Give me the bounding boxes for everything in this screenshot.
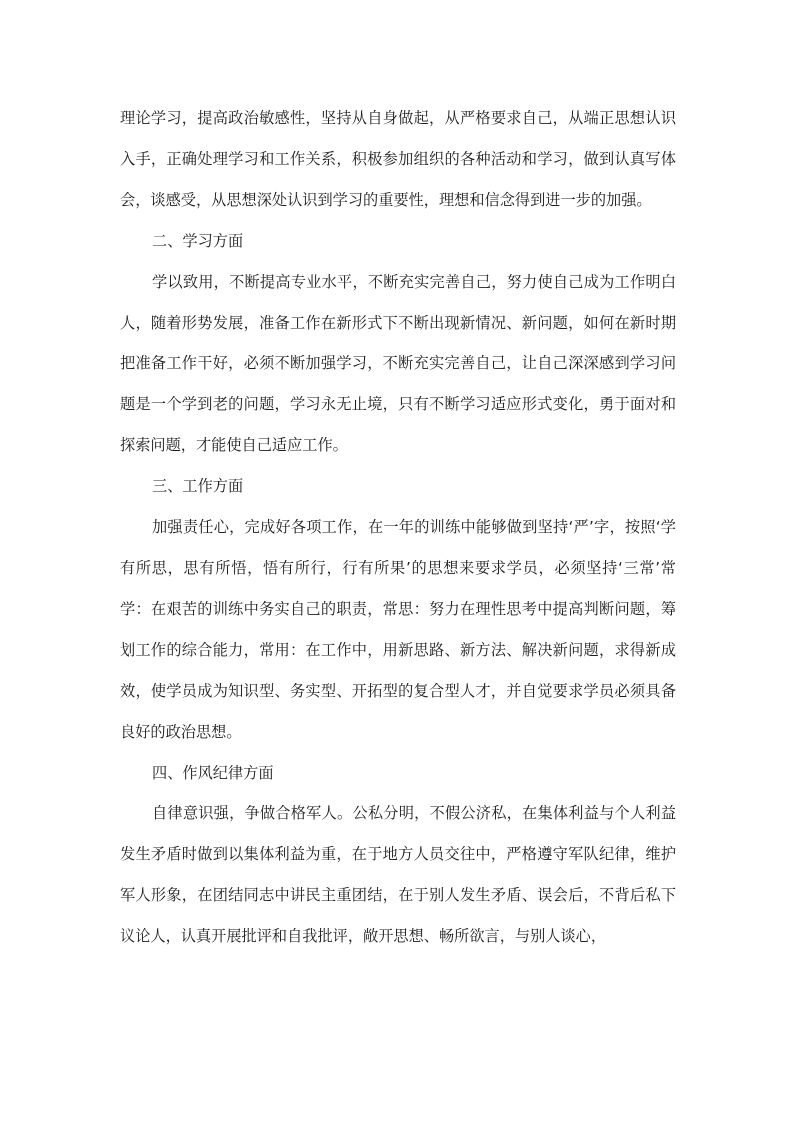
section-body-work: 加强责任心，完成好各项工作，在一年的训练中能够做到坚持‘严’字，按照‘学有所思，思有所悟，悟有所行，行有所果’的思想来要求学员，必须坚持‘三常’常学：在艰苦的训练中务实自己的职责，常思：努力在理性思考中提高判断问题，筹划工作的综合能力，常用：在工作中，用新思路、新方法、解决新问题，求得新成效，使学员成为知识型、务实型、开拓型的复合型人才，并自觉要求学员必须具备良好的政治思想。 [120,518,676,741]
section-heading-discipline: 四、作风纪律方面 [152,763,274,782]
section-heading-work: 三、工作方面 [152,477,244,496]
section-heading-study: 二、学习方面 [152,231,244,250]
document-page [120,98,676,957]
intro-paragraph: 理论学习，提高政治敏感性，坚持从自身做起，从严格要求自己，从端正思想认识入手，正确处理学习和工作关系，积极参加组织的各种活动和学习，做到认真写体会，谈感受，从思想深处认识到学习的重要性，理想和信念得到进一步的加强。 [120,109,676,209]
section-body-discipline: 自律意识强，争做合格军人。公私分明，不假公济私，在集体利益与个人利益发生矛盾时做到以集体利益为重，在于地方人员交往中，严格遵守军队纪律，维护军人形象，在团结同志中讲民主重团结，在于别人发生矛盾、误会后，不背后私下议论人，认真开展批评和自我批评，敞开思想、畅所欲言，与别人谈心， [120,804,676,946]
section-body-study: 学以致用，不断提高专业水平，不断充实完善自己，努力使自己成为工作明白人，随着形势发展，准备工作在新形式下不断出现新情况、新问题，如何在新时期把准备工作干好，必须不断加强学习，不断充实完善自己，让自己深深感到学习问题是一个学到老的问题，学习永无止境，只有不断学习适应形式变化，勇于面对和探索问题，才能使自己适应工作。 [120,272,676,455]
